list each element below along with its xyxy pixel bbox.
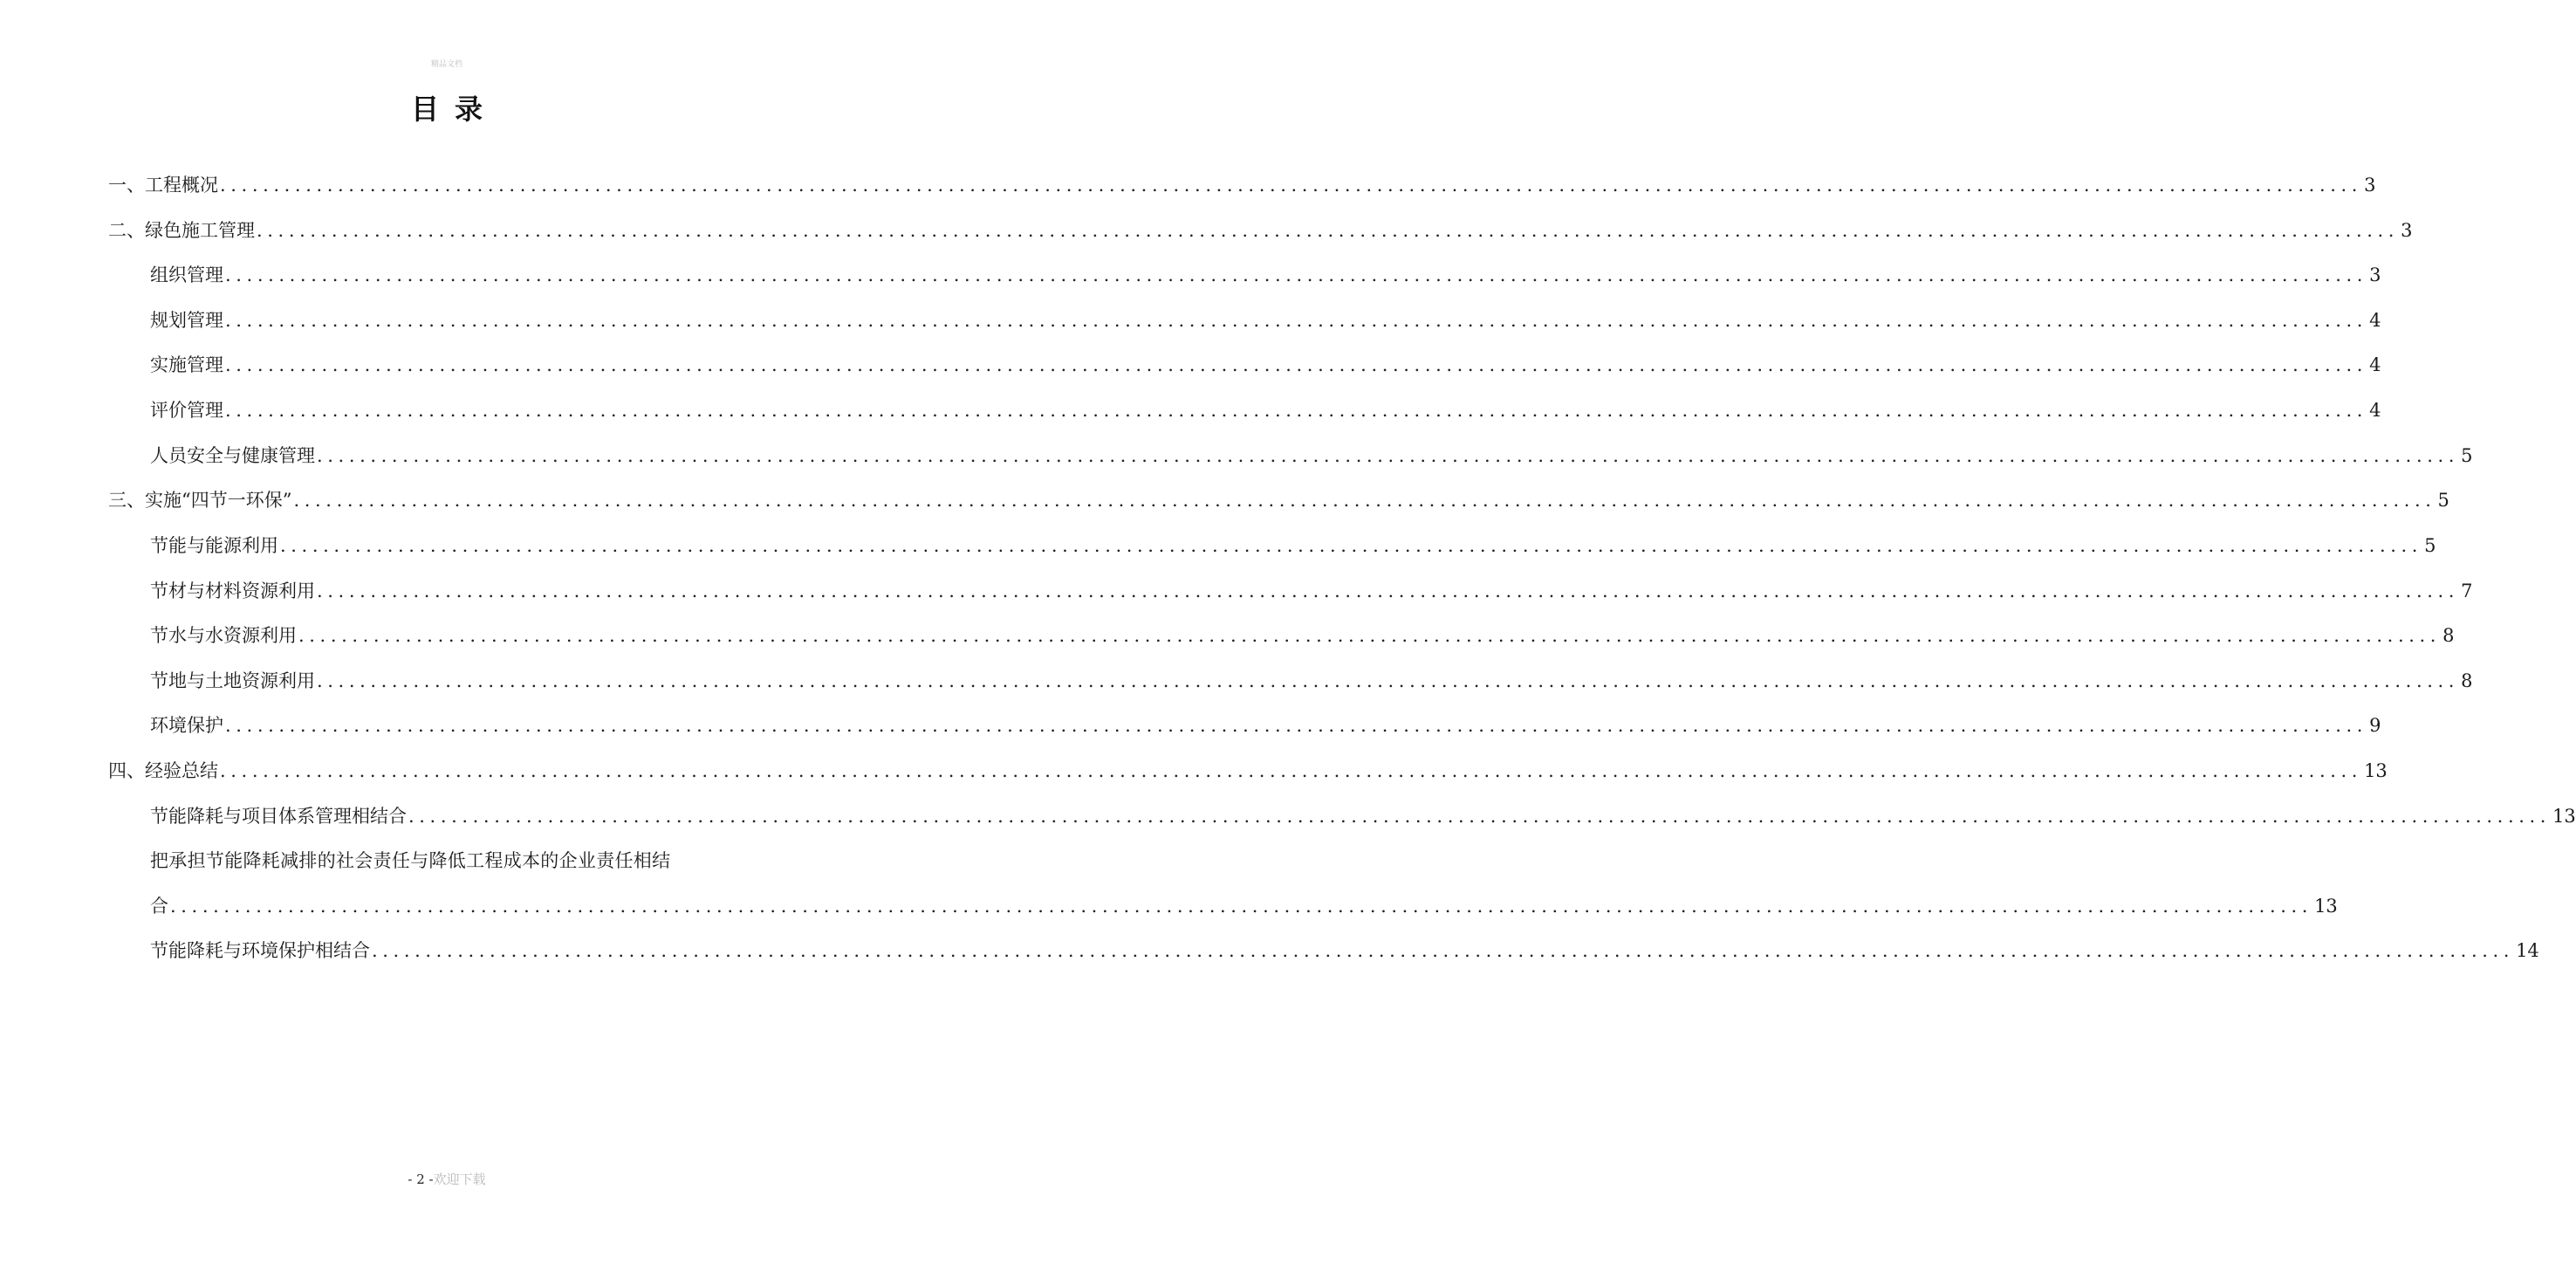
toc-entry-page: 5 [2461,445,2473,466]
toc-entry[interactable] [108,752,2388,790]
toc-entry-page: 13 [2364,760,2388,781]
toc-entry-label: 规划管理 [150,310,223,331]
toc-entry-page: 5 [2437,490,2449,511]
page-number: - 2 - [408,1171,434,1187]
toc-leader-dots: ........................................................................................................................................................................................................ [372,940,2515,961]
toc-entry-page: 4 [2369,354,2381,375]
toc-entry[interactable] [108,211,2413,250]
toc-leader-dots: ........................................................................................................................................................................................................ [317,580,2460,601]
toc-leader-dots: ........................................................................................................................................................................................................ [280,535,2423,556]
toc-leader-dots: ........................................................................................................................................................................................................ [257,220,2400,241]
toc-entry-label: 实施管理 [150,354,223,375]
toc-leader-dots: ........................................................................................................................................................................................................ [293,490,2436,511]
toc-leader-dots: ........................................................................................................................................................................................................ [225,310,2368,331]
toc-entry[interactable] [150,931,2539,970]
toc-entry-page: 4 [2369,310,2381,331]
toc-entry[interactable] [150,887,2338,925]
page-footer [0,1170,894,1188]
toc-leader-dots: ........................................................................................................................................................................................................ [317,670,2460,691]
toc-leader-dots: ........................................................................................................................................................................................................ [225,354,2368,375]
toc-entry-page: 8 [2442,625,2455,646]
toc-entry-label: 组织管理 [150,264,223,285]
toc-leader-dots: ........................................................................................................................................................................................................ [170,896,2313,917]
toc-entry-label: 一、工程概况 [108,175,218,196]
toc-entry-wrapped-line[interactable] [150,842,770,880]
toc-entry-label: 环境保护 [150,715,223,736]
toc-entry-label: 节地与土地资源利用 [150,670,315,691]
toc-entry[interactable] [150,797,2576,835]
toc-leader-dots: ........................................................................................................................................................................................................ [225,264,2368,285]
toc-entry[interactable] [150,526,2436,565]
toc-entry-label: 节水与水资源利用 [150,625,297,646]
toc-title: 目录 [410,93,498,126]
toc-entry[interactable] [150,346,2381,384]
toc-leader-dots: ........................................................................................................................................................................................................ [298,625,2442,646]
toc-entry-label: 节能降耗与项目体系管理相结合 [150,806,407,827]
toc-entry-label: 节能与能源利用 [150,535,278,556]
toc-entry-label: 评价管理 [150,400,223,421]
download-text: 欢迎下载 [433,1171,486,1187]
toc-entry-label: 把承担节能降耗减排的社会责任与降低工程成本的企业责任相结 [150,850,671,871]
toc-entry-label: 合 [150,896,168,917]
toc-entry-page: 5 [2424,535,2436,556]
toc-leader-dots: ........................................................................................................................................................................................................ [408,806,2552,827]
header-watermark: 精品文档 [430,60,462,69]
toc-entry-label: 二、绿色施工管理 [108,220,255,241]
toc-entry-label: 人员安全与健康管理 [150,445,315,466]
toc-leader-dots: ........................................................................................................................................................................................................ [220,175,2363,196]
toc-entry-page: 13 [2314,896,2338,917]
toc-entry[interactable] [150,616,2455,655]
toc-entry-label: 四、经验总结 [108,760,218,781]
toc-entry-page: 3 [2401,220,2413,241]
toc-entry-page: 13 [2552,806,2576,827]
toc-entry[interactable] [108,166,2376,204]
toc-entry[interactable] [150,436,2473,475]
toc-entry[interactable] [150,256,2381,294]
toc-entry[interactable] [150,572,2473,610]
toc-entry[interactable] [150,706,2381,745]
toc-entry-page: 4 [2369,400,2381,421]
toc-entry[interactable] [150,662,2473,700]
toc-entry-page: 3 [2369,264,2381,285]
toc-entry[interactable] [150,391,2381,429]
toc-leader-dots: ........................................................................................................................................................................................................ [225,400,2368,421]
toc-entry[interactable] [108,481,2449,519]
toc-leader-dots: ........................................................................................................................................................................................................ [225,715,2368,736]
toc-entry-label: 三、实施“四节一环保” [108,490,292,511]
toc-entry-page: 9 [2369,715,2381,736]
toc-entry-page: 8 [2461,670,2473,691]
toc-entry-page: 7 [2461,580,2473,601]
toc-entry-page: 14 [2516,940,2539,961]
toc-entry-label: 节能降耗与环境保护相结合 [150,940,370,961]
toc-leader-dots: ........................................................................................................................................................................................................ [317,445,2460,466]
toc-leader-dots: ........................................................................................................................................................................................................ [220,760,2363,781]
toc-entry[interactable] [150,301,2381,340]
toc-entry-page: 3 [2364,175,2376,196]
toc-entry-label: 节材与材料资源利用 [150,580,315,601]
